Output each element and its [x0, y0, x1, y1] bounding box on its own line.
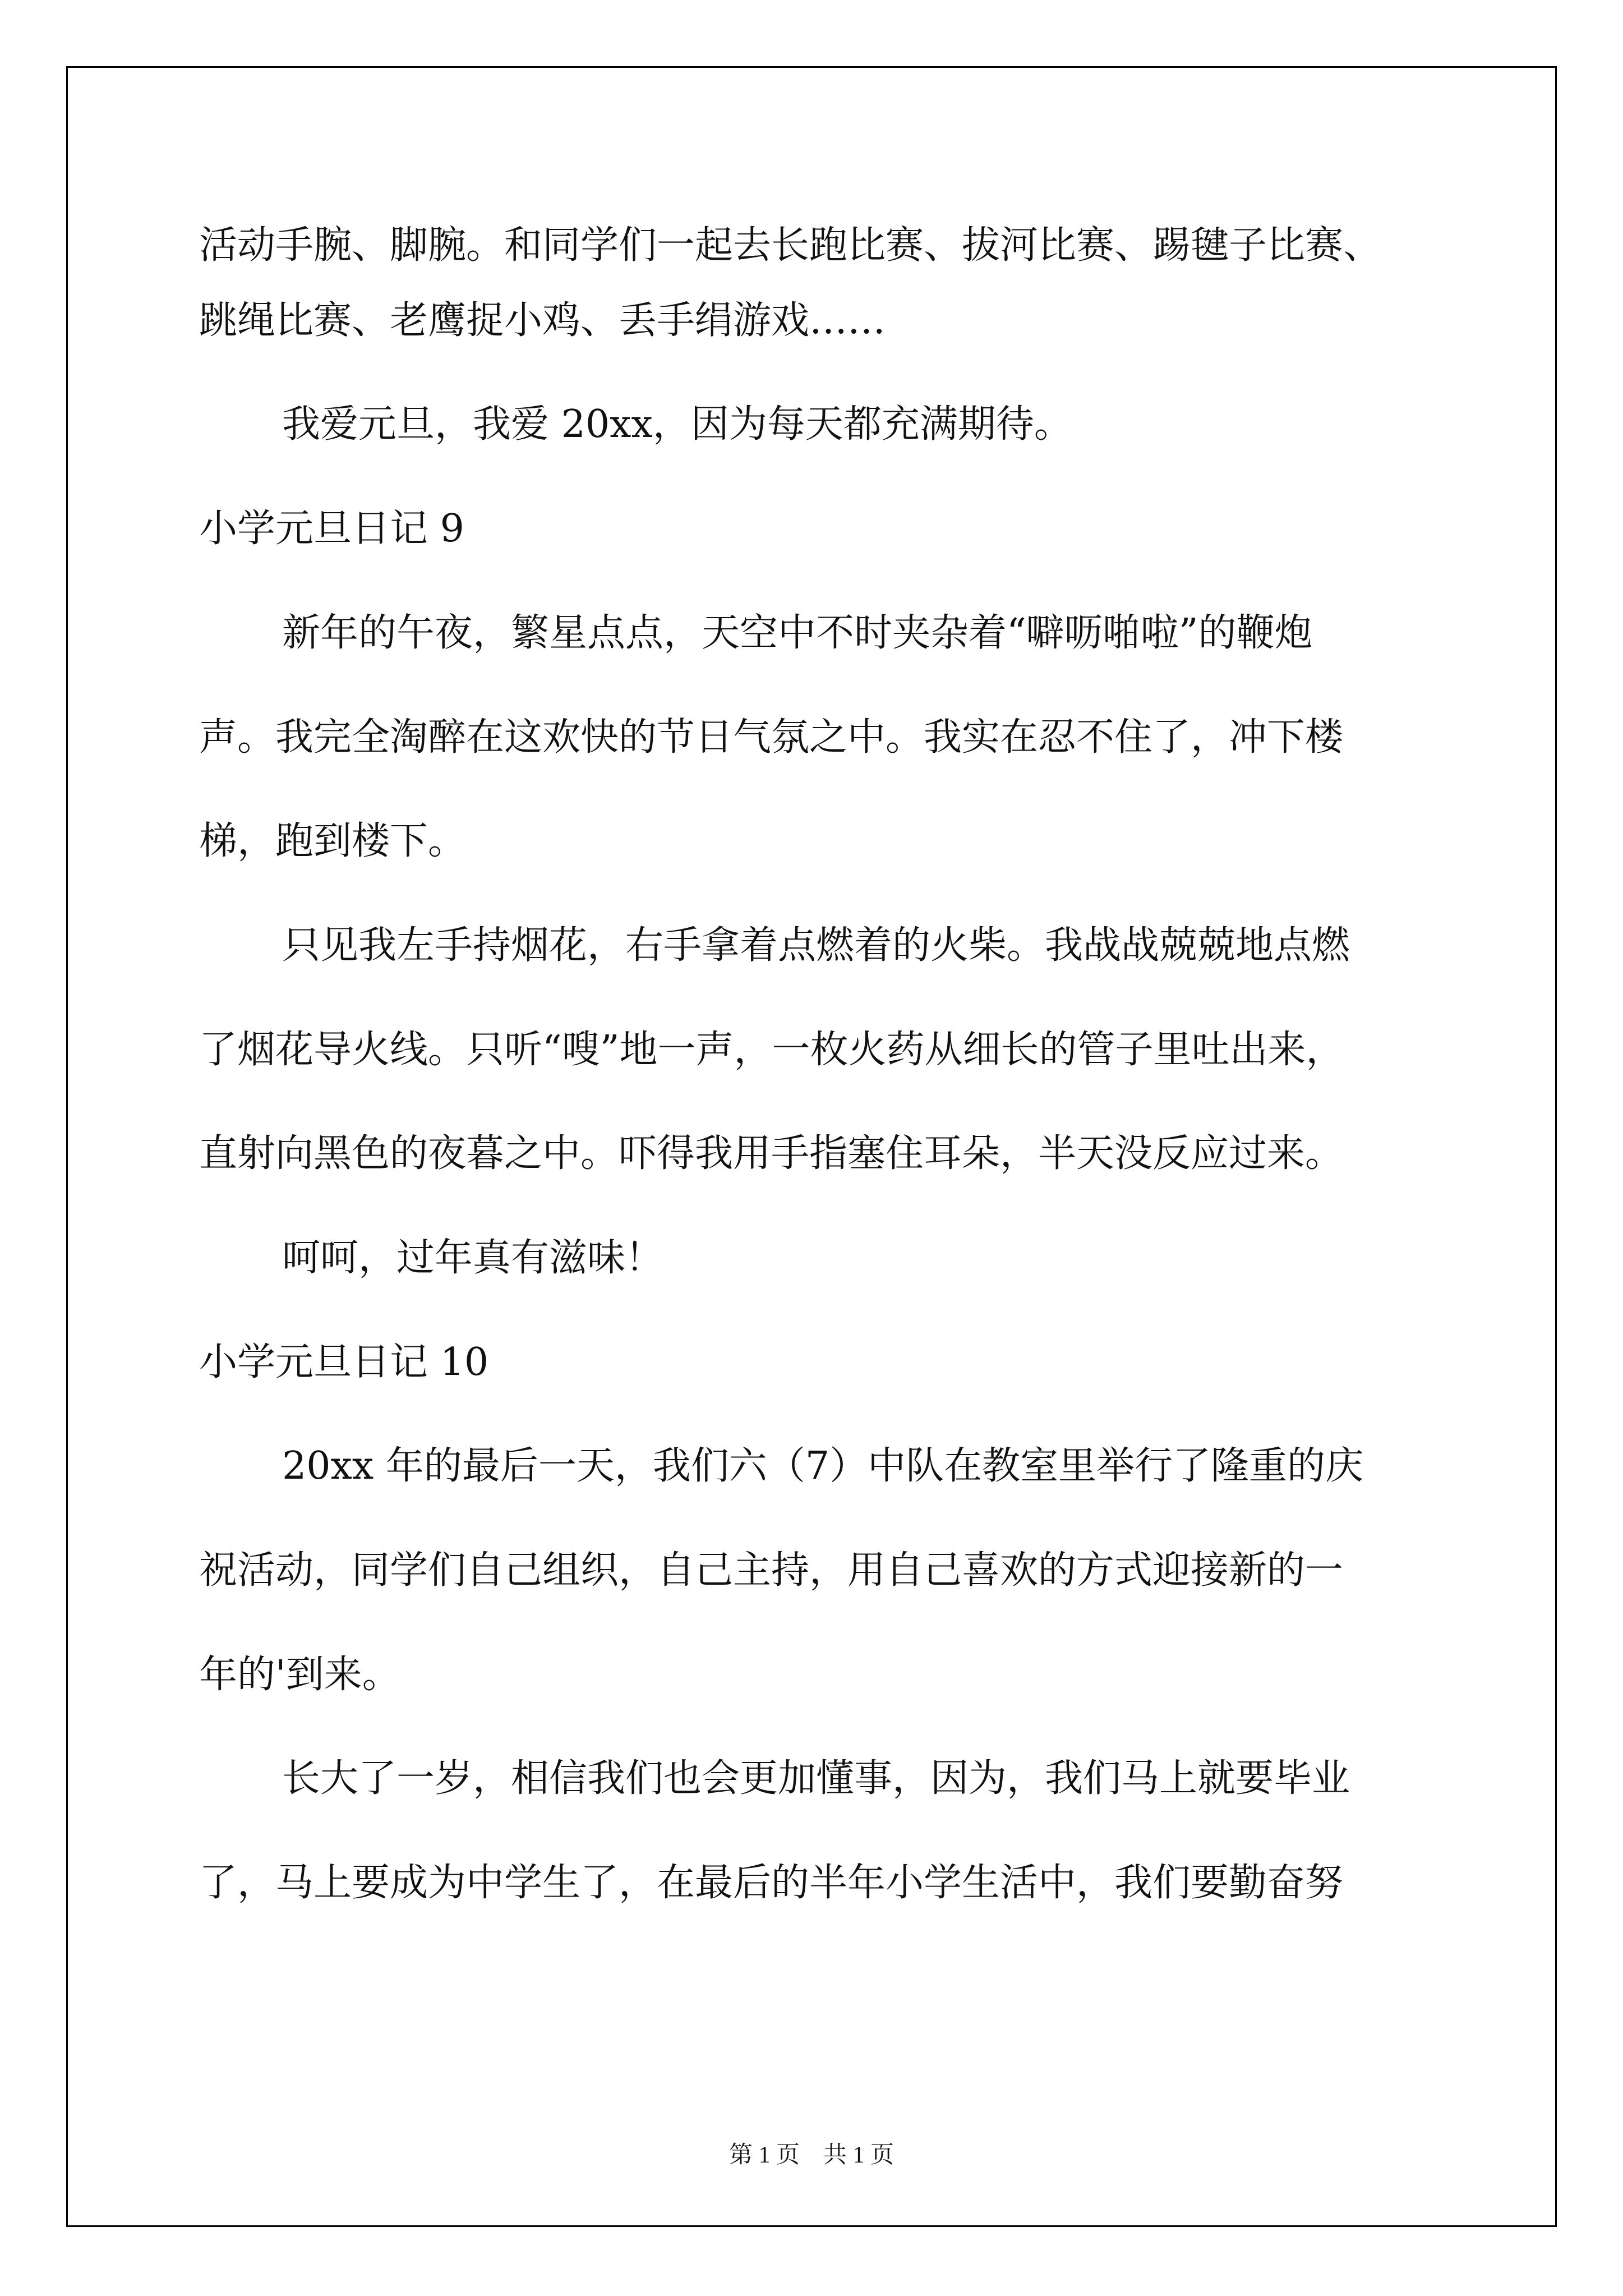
text-line: 长大了一岁，相信我们也会更加懂事，因为，我们马上就要毕业 [282, 1756, 1350, 1801]
text-line: 20xx 年的最后一天，我们六（7）中队在教室里举行了隆重的庆 [282, 1444, 1364, 1488]
text-line: 梯，跑到楼下。 [199, 819, 467, 863]
text-line: 了烟花导火线。只听“嗖”地一声，一枚火药从细长的管子里吐出来， [199, 1028, 1344, 1072]
text-line: 了，马上要成为中学生了，在最后的半年小学生活中，我们要勤奋努 [199, 1861, 1344, 1905]
section-heading: 小学元旦日记 10 [199, 1340, 489, 1384]
text-line: 年的'到来。 [199, 1653, 400, 1697]
page-footer: 第 1 页 共 1 页 [728, 2142, 894, 2168]
text-line: 直射向黑色的夜暮之中。吓得我用手指塞住耳朵，半天没反应过来。 [199, 1131, 1344, 1176]
text-line: 祝活动，同学们自己组织，自己主持，用自己喜欢的方式迎接新的一 [199, 1548, 1344, 1593]
text-line: 只见我左手持烟花，右手拿着点燃着的火柴。我战战兢兢地点燃 [282, 923, 1350, 968]
text-line: 我爱元旦，我爱 20xx，因为每天都充满期待。 [282, 402, 1072, 447]
section-heading: 小学元旦日记 9 [199, 507, 464, 551]
text-line: 声。我完全淘醉在这欢快的节日气氛之中。我实在忍不住了，冲下楼 [199, 715, 1344, 760]
text-line: 呵呵，过年真有滋味！ [282, 1236, 664, 1280]
text-line: 新年的午夜，繁星点点，天空中不时夹杂着“噼呖啪啦”的鞭炮 [282, 611, 1313, 655]
text-line: 活动手腕、脚腕。和同学们一起去长跑比赛、拔河比赛、踢毽子比赛、 [199, 223, 1382, 268]
text-line: 跳绳比赛、老鹰捉小鸡、丢手绢游戏…… [199, 298, 886, 343]
